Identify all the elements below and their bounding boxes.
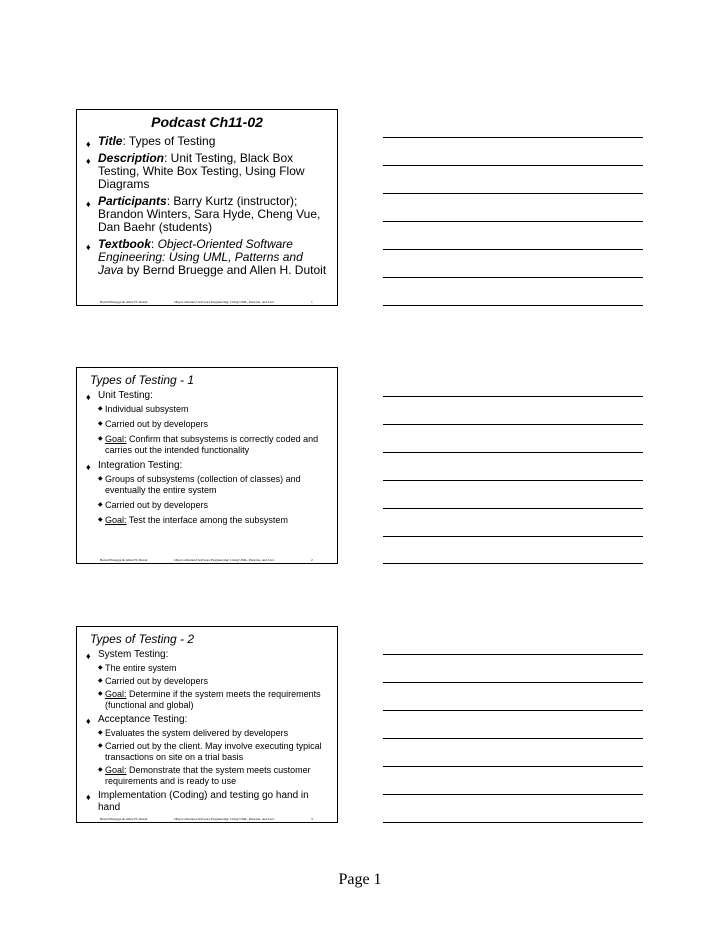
section-heading: System Testing: <box>98 649 169 660</box>
note-line <box>383 137 643 138</box>
list-item <box>98 390 331 456</box>
list-item: ♦ Implementation (Coding) and testing go hand in hand <box>98 790 331 814</box>
goal-text: Test the interface among the subsystem <box>126 515 288 525</box>
bullet-text: : <box>150 237 158 251</box>
note-line <box>383 424 643 425</box>
list-item: ◆ The entire system <box>105 663 331 674</box>
list-item <box>98 152 331 191</box>
footer-authors: Bernd Bruegge & Allen H. Dutoit <box>100 817 148 821</box>
list-item <box>105 434 331 456</box>
list-item: ◆ Evaluates the system delivered by developers <box>105 728 331 739</box>
bullet-text: : Unit Testing, Black Box Testing, White Box Testing, Using Flow Diagrams <box>98 151 305 191</box>
note-line <box>383 277 643 278</box>
book-title: Object-Oriented Software Engineering: Using UML, Patterns and Java <box>98 237 303 277</box>
list-item <box>98 460 331 526</box>
sub-bullet-list <box>98 474 331 526</box>
list-item: ◆ Carried out by developers <box>105 419 331 430</box>
footer-authors: Bernd Bruegge & Allen H. Dutoit <box>100 558 148 562</box>
goal-text: Determine if the system meets the requirements (functional and global) <box>105 689 321 710</box>
list-item: ◆ Groups of subsystems (collection of classes) and eventually the entire system <box>105 474 331 496</box>
list-item <box>105 515 331 526</box>
bullet-list <box>77 135 337 277</box>
list-item <box>98 714 331 787</box>
note-line <box>383 396 643 397</box>
bullet-label: Participants <box>98 194 167 208</box>
slide-title: Types of Testing - 1 <box>90 373 195 387</box>
goal-label: Goal: <box>105 515 127 525</box>
goal-text: Demonstrate that the system meets customer requirements and is ready to use <box>105 765 311 786</box>
footer-authors: Bernd Bruegge & Allen H. Dutoit <box>100 300 148 304</box>
note-line <box>383 794 643 795</box>
bullet-label: Title <box>98 134 123 148</box>
note-line <box>383 536 643 537</box>
note-line <box>383 193 643 194</box>
note-line <box>383 710 643 711</box>
bullet-text: : Types of Testing <box>122 134 216 148</box>
note-line <box>383 738 643 739</box>
list-item <box>98 649 331 711</box>
slide-thumbnail-3 <box>76 626 338 823</box>
list-item <box>105 765 331 787</box>
note-line <box>383 452 643 453</box>
footer-book: Object-Oriented Software Engineering: Using UML, Patterns, and Java <box>174 558 275 562</box>
list-item <box>98 195 331 234</box>
footer-page: 1 <box>311 300 313 304</box>
note-line <box>383 221 643 222</box>
note-line <box>383 563 643 564</box>
footer-book: Object-Oriented Software Engineering: Using UML, Patterns, and Java <box>174 817 275 821</box>
section-heading: Integration Testing: <box>98 460 183 471</box>
list-item: ◆ Carried out by developers <box>105 676 331 687</box>
list-item: ◆ Carried out by the client. May involve executing typical transactions on site on a trial basis <box>105 741 331 763</box>
footer-page: 2 <box>311 558 313 562</box>
page-number: Page 1 <box>338 871 382 888</box>
note-line <box>383 682 643 683</box>
note-line <box>383 654 643 655</box>
bullet-label: Description <box>98 151 165 165</box>
bullet-list <box>77 390 337 526</box>
list-item: ◆ Carried out by developers <box>105 500 331 511</box>
section-heading: Unit Testing: <box>98 390 153 401</box>
list-item <box>105 689 331 711</box>
footer-book: Object-Oriented Software Engineering: Using UML, Patterns, and Java <box>174 300 275 304</box>
note-line <box>383 480 643 481</box>
sub-bullet-list <box>98 728 331 787</box>
note-line <box>383 822 643 823</box>
goal-label: Goal: <box>105 689 127 699</box>
sub-bullet-list <box>98 404 331 456</box>
goal-label: Goal: <box>105 765 127 775</box>
note-line <box>383 766 643 767</box>
note-line <box>383 305 643 306</box>
list-item: ◆ Individual subsystem <box>105 404 331 415</box>
bullet-label: Textbook <box>98 237 151 251</box>
goal-label: Goal: <box>105 434 127 444</box>
bullet-text: : Barry Kurtz (instructor); Brandon Winters, Sara Hyde, Cheng Vue, Dan Baehr (students) <box>98 194 321 234</box>
list-item <box>98 135 331 148</box>
goal-text: Confirm that subsystems is correctly coded and carries out the intended functionality <box>105 434 319 455</box>
sub-bullet-list <box>98 663 331 711</box>
slide-title: Types of Testing - 2 <box>90 632 195 646</box>
section-heading: Acceptance Testing: <box>98 714 188 725</box>
footer-page: 3 <box>311 817 313 821</box>
slide-title: Podcast Ch11-02 <box>151 114 263 130</box>
note-line <box>383 249 643 250</box>
slide-thumbnail-1 <box>76 109 338 306</box>
note-line <box>383 165 643 166</box>
list-item <box>98 238 331 277</box>
note-line <box>383 508 643 509</box>
bullet-list <box>77 649 337 814</box>
slide-thumbnail-2 <box>76 367 338 564</box>
bullet-text: by Bernd Bruegge and Allen H. Dutoit <box>123 263 327 277</box>
